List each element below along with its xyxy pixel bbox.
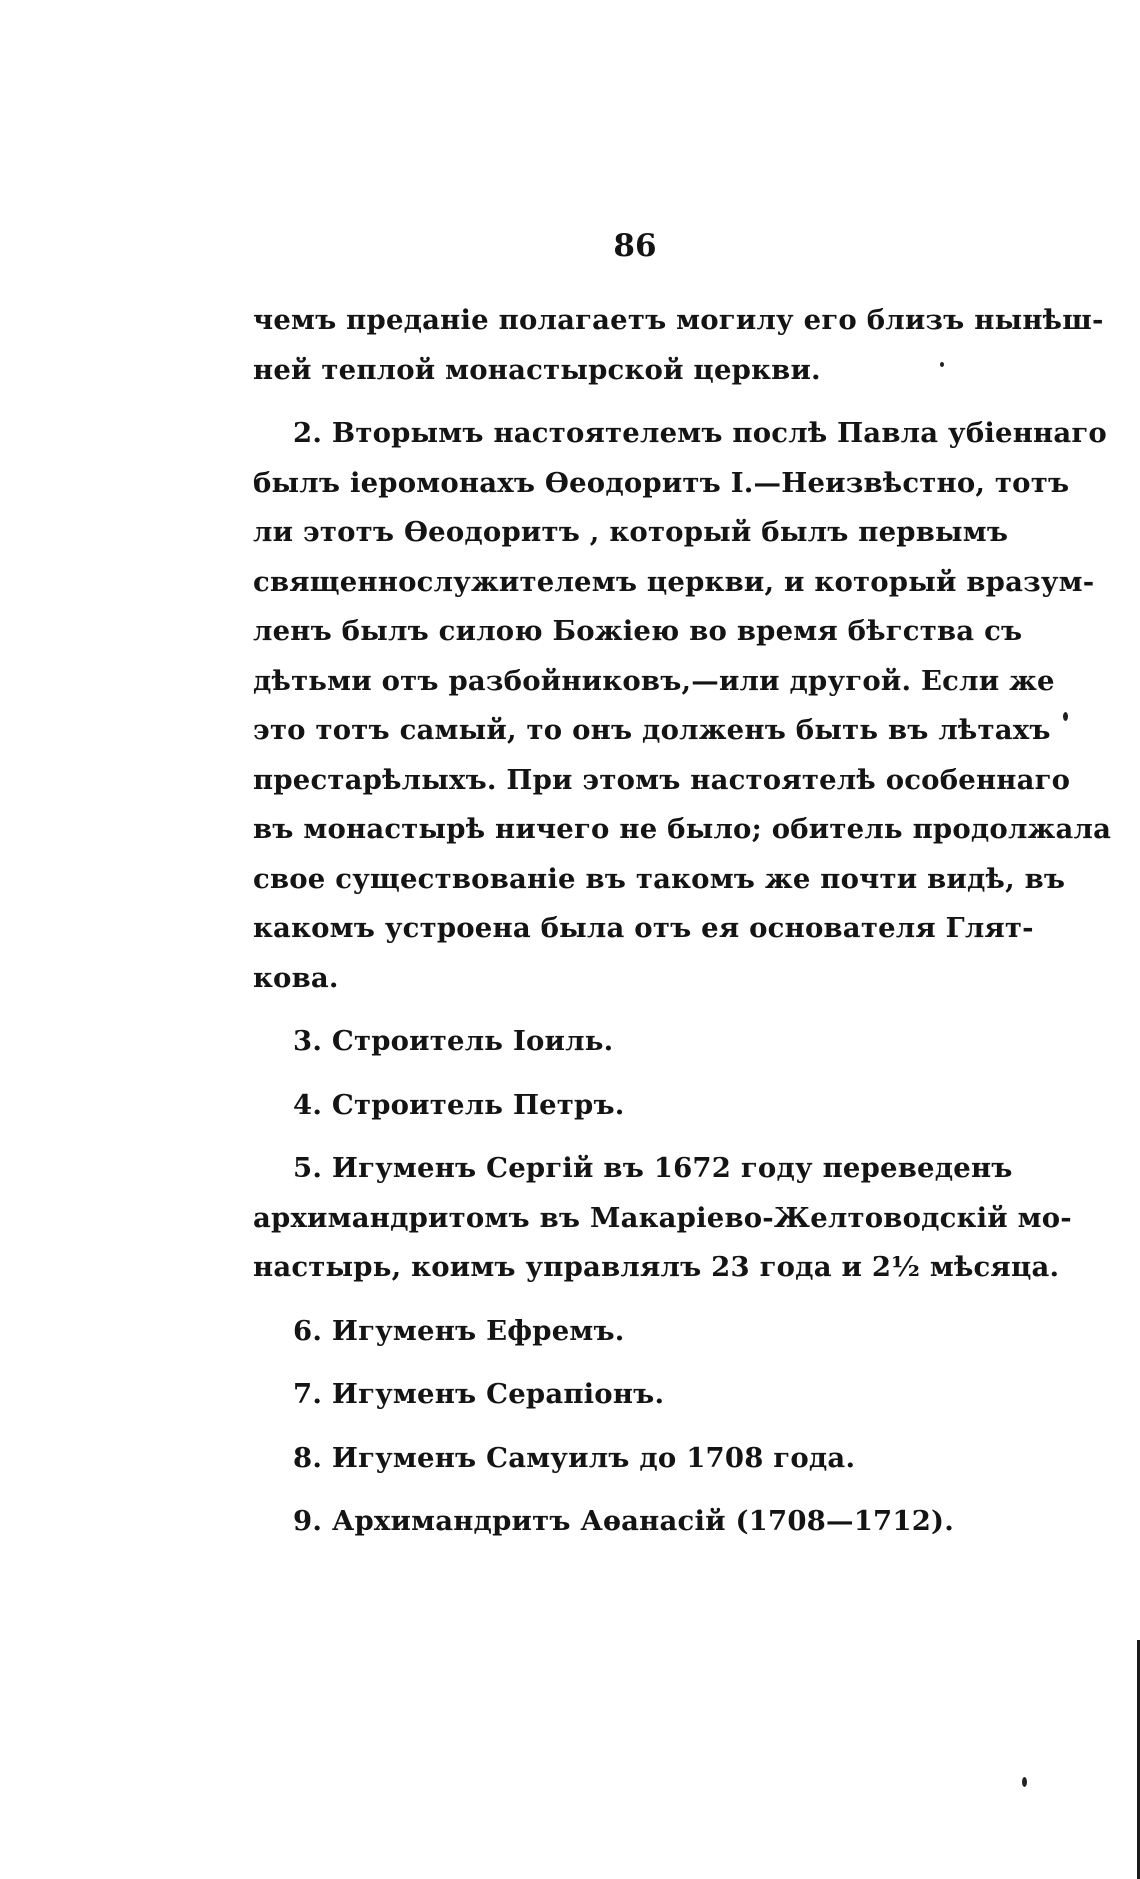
text-line: чемъ преданіе полагаетъ могилу его близъ нынѣш- (253, 304, 1104, 336)
paragraph-continuation (253, 296, 1104, 395)
list-item-5 (253, 1144, 1072, 1293)
text-line: архимандритомъ въ Макаріево-Желтоводскій мо- (253, 1201, 1072, 1234)
text-line: кова. (253, 961, 339, 994)
list-item-4: 4. Строитель Петръ. (293, 1088, 625, 1121)
text-line: ленъ былъ силою Божіею во время бѣгства съ (253, 615, 1023, 647)
list-item-6: 6. Игуменъ Ефремъ. (293, 1314, 625, 1347)
page-body (253, 296, 1112, 1547)
text-line: дѣтьми отъ разбойниковъ,—или другой. Если же (253, 664, 1055, 697)
page-number: 86 (613, 228, 657, 264)
text-line: престарѣлыхъ. При этомъ настоятелѣ особеннаго (253, 763, 1071, 796)
text-line: въ монастырѣ ничего не было; обитель продолжала (253, 813, 1112, 845)
text-line: 2. Вторымъ настоятелемъ послѣ Павла убіеннаго (293, 417, 1107, 449)
text-line: ли этотъ Ѳеодоритъ , который былъ первымъ (253, 516, 1009, 548)
list-item-3: 3. Строитель Іоиль. (293, 1025, 614, 1057)
list-item-9: 9. Архимандритъ Аѳанасій (1708—1712). (293, 1505, 955, 1537)
text-line: свое существованіе въ такомъ же почти видѣ, въ (253, 862, 1066, 895)
scan-speck (1063, 712, 1068, 721)
text-line: какомъ устроена была отъ ея основателя Глят- (253, 912, 1034, 944)
scan-speck (940, 362, 944, 367)
text-line: 5. Игуменъ Сергій въ 1672 году переведенъ (293, 1152, 1013, 1184)
list-item-7: 7. Игуменъ Серапіонъ. (293, 1378, 665, 1410)
text-line: былъ іеромонахъ Ѳеодоритъ I.—Неизвѣстно, тотъ (253, 466, 1070, 499)
text-line: это тотъ самый, то онъ долженъ быть въ лѣтахъ (253, 714, 1051, 746)
text-line: настырь, коимъ управлялъ 23 года и 2½ мѣсяца. (253, 1251, 1060, 1283)
list-item-2 (253, 409, 1112, 1003)
scan-speck (1022, 1777, 1027, 1787)
list-item-8: 8. Игуменъ Самуилъ до 1708 года. (293, 1441, 856, 1474)
text-line: ней теплой монастырской церкви. (253, 353, 821, 386)
text-line: священнослужителемъ церкви, и который вразум- (253, 565, 1095, 598)
